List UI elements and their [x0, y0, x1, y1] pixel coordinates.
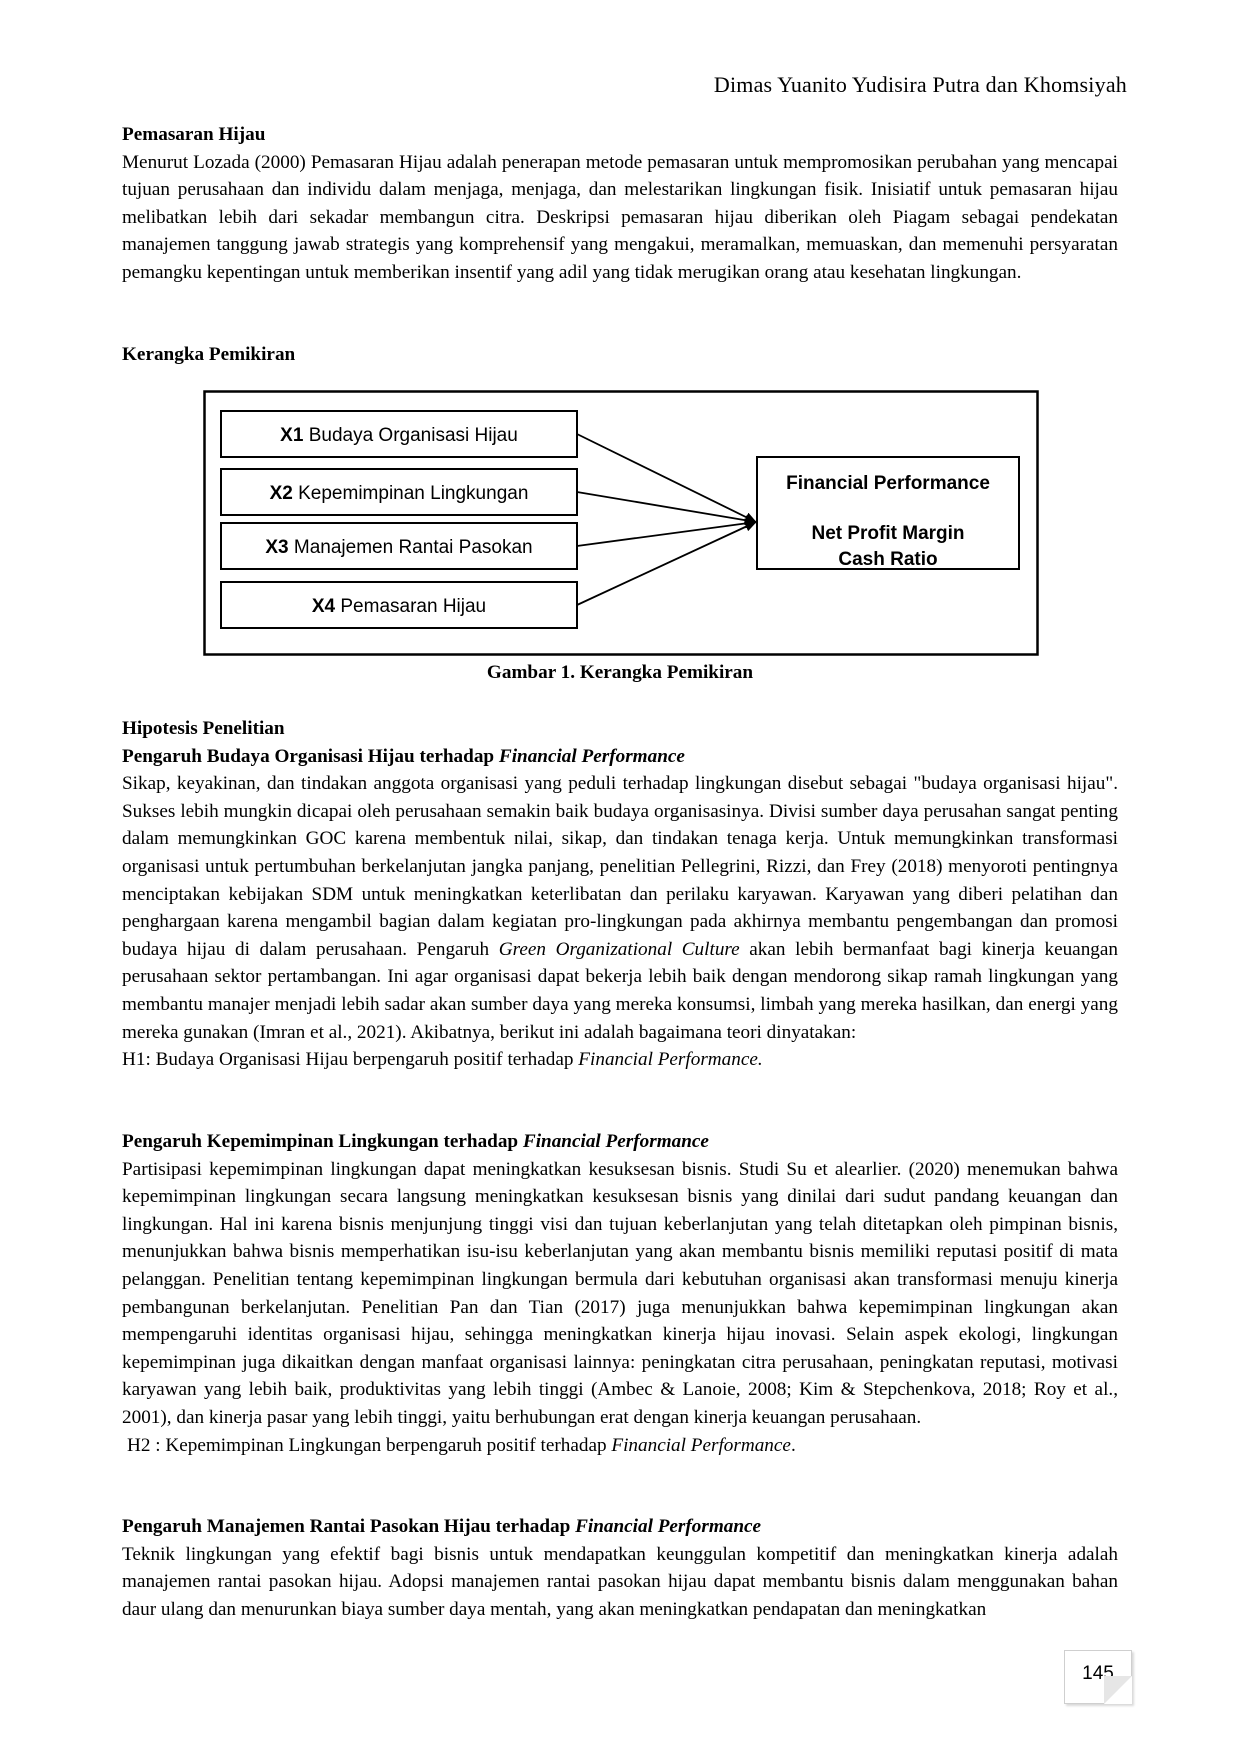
section-hipotesis-penelitian: [122, 715, 1118, 1074]
section-h2-kepemimpinan: [122, 1128, 1118, 1459]
subsection-heading-h3: [122, 1513, 1118, 1541]
figure-caption: Gambar 1. Kerangka Pemikiran: [486, 662, 754, 683]
input-code-x2: X2: [269, 483, 293, 504]
hypothesis-text: H1: Budaya Organisasi Hijau berpengaruh positif terhadap: [122, 1049, 579, 1071]
hypothesis-text: H2 : Kepemimpinan Lingkungan berpengaruh positif terhadap: [127, 1434, 612, 1456]
section-kerangka-pemikiran: [122, 341, 1118, 369]
body-paragraph: Partisipasi kepemimpinan lingkungan dapat meningkatkan kesuksesan bisnis. Studi Su et alearlier. (2020) menemukan bahwa kepemimpinan lingkungan secara langsung meningkatkan kesuksesan bisnis yang dinilai dari sudut pandang keuangan dan lingkungan. Hal ini karena bisnis menjunjung tinggi visi dan tujuan keberlanjutan yang telah ditetapkan oleh pimpinan bisnis, menunjukkan bahwa bisnis memperhatikan isu-isu keberlanjutan yang akan membantu bisnis memiliki reputasi positif di mata pelanggan. Penelitian tentang kepemimpinan lingkungan bermula dari kebutuhan organisasi akan transformasi menuju kinerja pembangunan berkelanjutan. Penelitian Pan dan Tian (2017) juga menunjukkan bahwa kepemimpinan lingkungan akan mempengaruhi identitas organisasi hijau, sehingga meningkatkan kinerja hijau inovasi. Selain aspek ekologi, lingkungan kepemimpinan juga dikaitkan dengan manfaat organisasi lainnya: peningkatan citra perusahaan, peningkatan reputasi, motivasi karyawan yang lebih baik, produktivitas yang lebih tinggi (Ambec & Lanoie, 2008; Kim & Stepchenkova, 2018; Roy et al., 2001), dan kinerja pasar yang lebih tinggi, yaitu berhubungan erat dengan kinerja keuangan perusahaan.: [122, 1158, 1118, 1428]
hypothesis-h1: [122, 1046, 1118, 1074]
running-header-authors: Dimas Yuanito Yudisira Putra dan Khomsiyah: [713, 72, 1127, 97]
section-pemasaran-hijau: [122, 121, 1118, 287]
subsection-heading-h1: [122, 743, 1118, 771]
input-label-x2: [270, 483, 529, 504]
section-heading: Pemasaran Hijau: [122, 124, 266, 145]
input-label-x3: [265, 537, 532, 558]
section-heading: Hipotesis Penelitian: [122, 718, 285, 739]
input-code-x3: X3: [265, 537, 289, 558]
subheading-italic: Financial Performance: [522, 1131, 709, 1152]
body-paragraph: [122, 770, 1118, 1046]
subheading-text: Pengaruh Manajemen Rantai Pasokan Hijau terhadap: [122, 1516, 576, 1537]
input-text-x3: Manajemen Rantai Pasokan: [288, 537, 533, 558]
input-code-x1: X1: [280, 425, 304, 446]
subheading-italic: Financial Performance: [575, 1516, 762, 1537]
input-code-x4: X4: [311, 596, 336, 617]
framework-diagram-svg: [203, 390, 1039, 656]
paragraph-part-b: akan lebih bermanfaat bagi kinerja keuangan perusahaan sektor pertambangan. Ini agar organisasi dapat bekerja lebih baik dengan mendorong sikap ramah lingkungan yang membantu manajer menjadi lebih sadar akan sumber daya yang mereka konsumsi, limbah yang mereka hasilkan, dan energi yang mereka gunakan (Imran et al., 2021). Akibatnya, berikut ini adalah bagaimana teori dinyatakan:: [122, 938, 1118, 1043]
hypothesis-h2: [122, 1432, 1118, 1460]
body-paragraph: Teknik lingkungan yang efektif bagi bisnis untuk mendapatkan keunggulan kompetitif dan meningkatkan kinerja adalah manajemen rantai pasokan hijau. Adopsi manajemen rantai pasokan hijau dapat membantu bisnis dalam menggunakan bahan daur ulang dan menurunkan biaya sumber daya mentah, yang akan meningkatkan pendapatan dan meningkatkan: [122, 1543, 1118, 1620]
input-label-x1: [280, 425, 518, 446]
subsection-heading-h2: [122, 1128, 1118, 1156]
page-number: 145: [1082, 1663, 1114, 1684]
input-text-x4: Pemasaran Hijau: [335, 596, 487, 617]
output-line-2: Cash Ratio: [838, 549, 938, 570]
output-title: Financial Performance: [786, 473, 990, 494]
framework-diagram: [203, 390, 1039, 656]
paragraph-part-a: Sikap, keyakinan, dan tindakan anggota organisasi yang peduli terhadap lingkungan disebut sebagai "budaya organisasi hijau". Sukses lebih mungkin dicapai oleh perusahaan semakin baik budaya organisasinya. Divisi sumber daya perusahan sangat penting dalam memungkinkan GOC karena membentuk nilai, sikap, dan tindakan tenaga kerja. Untuk memungkinkan transformasi organisasi untuk pertumbuhan berkelanjutan jangka panjang, penelitian Pellegrini, Rizzi, dan Frey (2018) menyoroti pentingnya menciptakan kebijakan SDM untuk meningkatkan keterlibatan dan perilaku karyawan. Karyawan yang diberi pelatihan dan penghargaan karena mengambil bagian dalam kegiatan pro-lingkungan pada akhirnya membantu pengembangan dan promosi budaya hijau di dalam perusahaan. Pengaruh: [122, 773, 1118, 960]
hypothesis-italic: Financial Performance: [611, 1434, 791, 1456]
subheading-text: Pengaruh Budaya Organisasi Hijau terhadap: [122, 745, 499, 767]
input-label-x4: [312, 596, 486, 617]
subheading-italic: Financial Performance: [498, 745, 685, 767]
body-paragraph: Menurut Lozada (2000) Pemasaran Hijau adalah penerapan metode pemasaran untuk mempromosikan perubahan yang mencapai tujuan perusahaan dan individu dalam menjaga, menjaga, dan melestarikan lingkungan fisik. Inisiatif untuk pemasaran hijau melibatkan lebih dari sekadar membangun citra. Deskripsi pemasaran hijau diberikan oleh Piagam sebagai pendekatan manajemen tanggung jawab strategis yang komprehensif yang mengakui, meramalkan, memuaskan, dan memenuhi persyaratan pemangku kepentingan untuk memberikan insentif yang adil yang tidak merugikan orang atau kesehatan lingkungan.: [122, 151, 1118, 283]
input-text-x2: Kepemimpinan Lingkungan: [292, 483, 529, 504]
input-text-x1: Budaya Organisasi Hijau: [303, 425, 518, 446]
hypothesis-end: .: [790, 1434, 796, 1456]
paragraph-italic-term: Green Organizational Culture: [498, 938, 740, 960]
hypothesis-italic: Financial Performance.: [578, 1049, 763, 1071]
section-heading: Kerangka Pemikiran: [122, 344, 296, 365]
section-h3-rantai-pasokan: [122, 1513, 1118, 1623]
output-line-1: Net Profit Margin: [811, 523, 965, 544]
subheading-text: Pengaruh Kepemimpinan Lingkungan terhadap: [122, 1131, 523, 1152]
page-number-tab: [1064, 1650, 1132, 1704]
